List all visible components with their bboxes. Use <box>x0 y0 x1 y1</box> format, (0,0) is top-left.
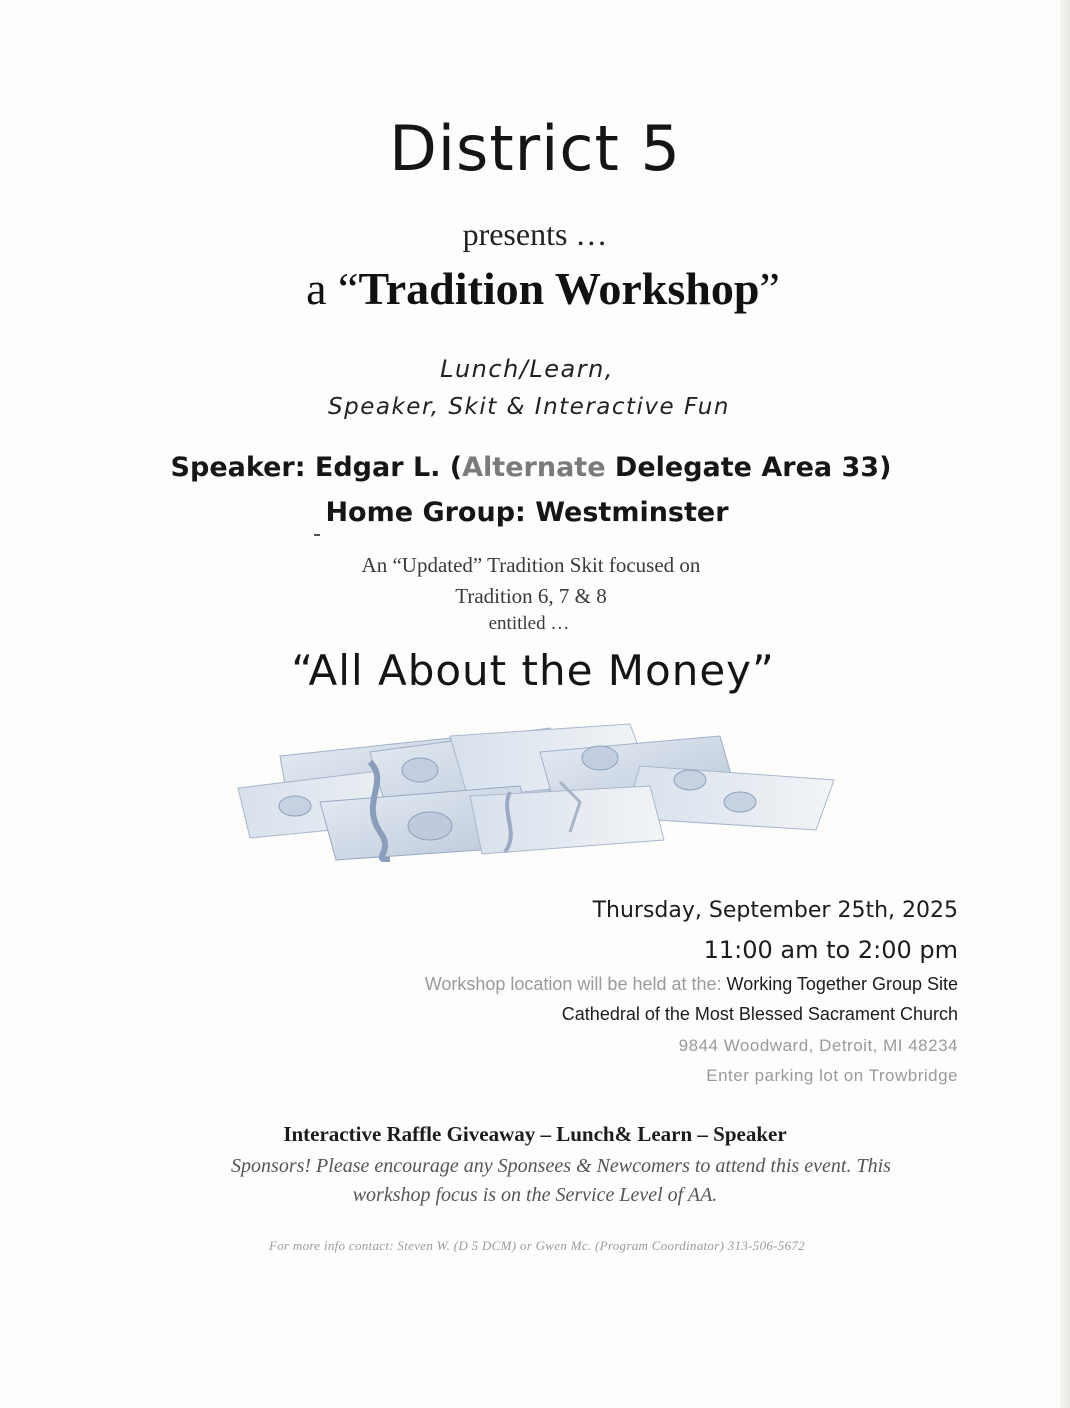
event-date: Thursday, September 25th, 2025 <box>592 898 958 923</box>
skit-description-line1: An “Updated” Tradition Skit focused on <box>361 553 701 577</box>
speaker-prefix: Speaker: Edgar L. ( <box>170 452 463 483</box>
home-group: Home Group: Westminster <box>325 497 729 528</box>
event-address: 9844 Woodward, Detroit, MI 48234 <box>678 1036 958 1055</box>
sponsors-line1: Sponsors! Please encourage any Sponsees & Newcomers to attend this event. This <box>231 1155 891 1177</box>
speaker-suffix: Delegate Area 33) <box>605 452 892 483</box>
skit-description-line3: entitled … <box>488 613 570 634</box>
event-location <box>425 974 958 995</box>
workshop-name: Tradition Workshop <box>358 263 760 314</box>
speaker-line <box>0 452 1066 483</box>
subtitle-lunch-learn: Lunch/Learn, <box>440 355 614 383</box>
location-prefix: Workshop location will be held at the: <box>424 974 727 994</box>
subtitle-activities: Speaker, Skit & Interactive Fun <box>328 394 730 420</box>
event-parking: Enter parking lot on Trowbridge <box>706 1066 958 1085</box>
raffle-line: Interactive Raffle Giveaway – Lunch& Learn – Speaker <box>283 1122 787 1146</box>
sponsors-line2: workshop focus is on the Service Level of AA. <box>352 1184 718 1206</box>
contact-info: For more info contact: Steven W. (D 5 DCM) or Gwen Mc. (Program Coordinator) 313-506-5672 <box>268 1238 806 1253</box>
event-church: Cathedral of the Most Blessed Sacrament Church <box>561 1004 958 1024</box>
presents-line: presents … <box>462 216 608 252</box>
speaker-alternate: Alternate <box>462 452 606 483</box>
skit-title: “All About the Money” <box>291 646 775 695</box>
skit-description-line2: Tradition 6, 7 & 8 <box>455 584 607 608</box>
flyer-title: District 5 <box>389 112 681 185</box>
location-site: Working Together Group Site <box>726 974 958 994</box>
dollar-bills-image <box>220 722 840 862</box>
stray-mark <box>314 534 320 536</box>
event-time: 11:00 am to 2:00 pm <box>703 936 958 964</box>
workshop-heading <box>8 262 1070 315</box>
workshop-prefix: a “ <box>306 263 359 314</box>
workshop-suffix: ” <box>759 263 780 314</box>
